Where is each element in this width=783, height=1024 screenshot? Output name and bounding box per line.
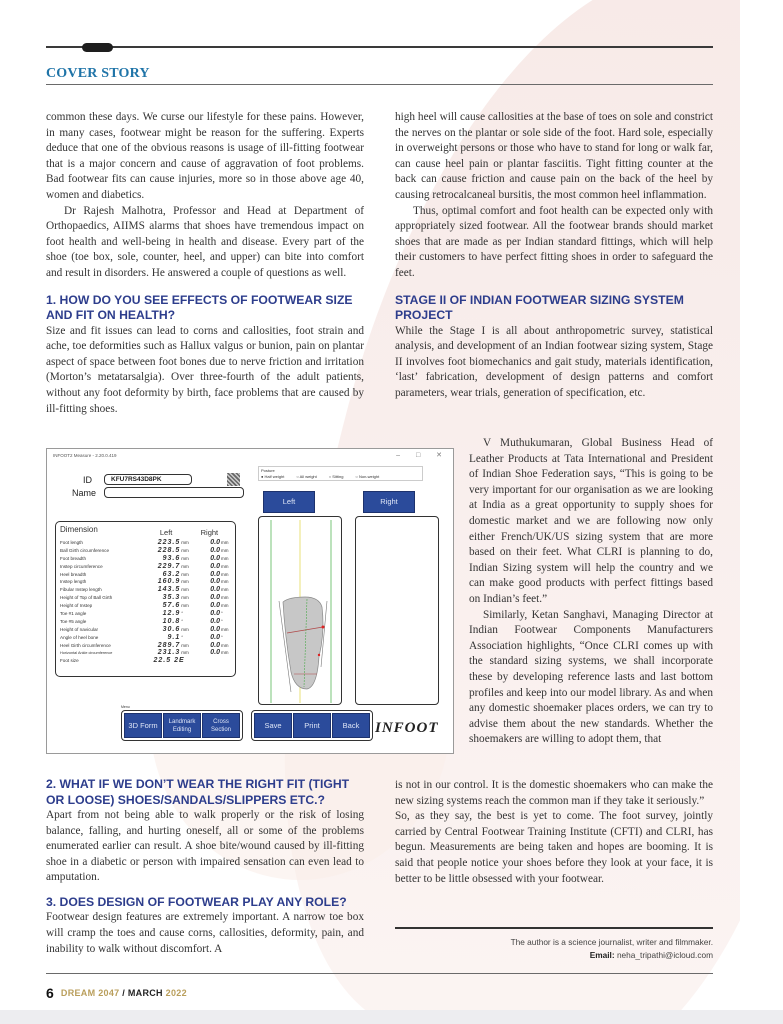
page-number: 6	[46, 985, 55, 1001]
window-titlebar	[47, 449, 453, 463]
question-1-heading: 1. HOW DO YOU SEE EFFECTS OF FOOTWEAR SIZE AND FIT ON HEALTH?	[46, 292, 353, 323]
table-row: Heel breadth 63.2mm 0.0mm	[60, 570, 229, 578]
table-row: Height of navicular 30.6mm 0.0mm	[60, 625, 229, 633]
author-bio: The author is a science journalist, writer and filmmaker.	[510, 937, 713, 947]
window-controls[interactable]: – □ ✕	[396, 452, 449, 459]
column-2	[395, 110, 713, 402]
section-rule	[46, 84, 713, 85]
dimension-header: Dimension	[60, 525, 98, 534]
table-row: Instep length 160.9mm 0.0mm	[60, 578, 229, 586]
menu-label: Menu	[121, 705, 130, 709]
paragraph: high heel will cause callosities at the base of toes on sole and constrict the nerves on the plantar or sole side of the foot. Hard sole, especially in overweight persons or those who have to stand for long or walk far, can cause heel pain or plantar fasciitis. Tight fitting counter at the back can cause friction and cause pain on the back of the heel by causing retrocalcaneal bursitis, the most common heel inflammation.	[395, 111, 713, 201]
landmark-editing-button[interactable]: Landmark Editing	[163, 713, 201, 738]
stage-heading: STAGE II OF INDIAN FOOTWEAR SIZING SYSTEM PROJECT	[395, 292, 684, 323]
paragraph: common these days. We curse our lifestyle for these pains. However, in many cases, footwear might be reason for the suffering. Experts deduce that one of the obvious reasons is usage of ill-fitting footwear that is a major concern and cause of aggravation of foot problems. Bad footwear fits can cause injuries, more so in those above age 40, women and diabetics.	[46, 111, 364, 201]
magazine-name: DREAM 2047	[60, 988, 120, 998]
table-row: Toe #1 angle 12.9° 0.0°	[60, 610, 223, 618]
save-button[interactable]: Save	[254, 713, 292, 738]
question-1-answer: Size and fit issues can lead to corns and callosities, foot strain and ache, toe deformities such as Hallux valgus or bunion, pain on plantar aspect of space between foot bones due to nerve friction and irritation (Morton’s metatarsalgia). Over three-fourth of the adult patients, without any foot deformity by birth, face problems that are caused by ill-fitting shoes.	[46, 324, 364, 415]
table-row: Angle of heel bone 9.1° 0.0°	[60, 633, 223, 641]
right-foot-button[interactable]: Right	[363, 491, 415, 513]
top-rule-marker	[82, 43, 113, 52]
3d-form-button[interactable]: 3D Form	[124, 713, 162, 738]
left-header: Left	[159, 528, 173, 537]
infoot-logo: INFOOT	[375, 720, 439, 736]
question-2-answer: Apart from not being able to walk properly or the risk of losing balance, falling, and hurting oneself, all or some of the problems enumerated earlier can result. A shoe bite/wound caused by ill-fitting shoe in a diabetic or person with impaired sensation can even lead to amputation.	[46, 809, 364, 884]
dimension-table	[55, 521, 236, 677]
name-field[interactable]	[104, 487, 244, 498]
left-foot-button[interactable]: Left	[263, 491, 315, 513]
table-row: Foot breadth 93.6mm 0.0mm	[60, 554, 229, 562]
left-foot-3d-view[interactable]	[258, 516, 342, 705]
wrapped-quotes	[469, 436, 713, 748]
paragraph: Dr Rajesh Malhotra, Professor and Head at Department of Orthopaedics, AIIMS alarms that shoes have tremendous impact on foot health and well-being in health and disease. Every part of the shoe (toe box, sole, counter, heel, and upper) can bite into comfort and result in disorders. He answered a couple of questions as well.	[46, 204, 364, 279]
table-row: Height of Top of Ball Girth 35.3mm 0.0mm	[60, 594, 229, 602]
issue-year: 2022	[165, 988, 187, 998]
table-row: Height of Instep 57.6mm 0.0mm	[60, 602, 229, 610]
posture-label: Posture	[261, 468, 275, 473]
question-3-answer: Footwear design features are extremely important. A narrow toe box will cramp the toes and cause corns, callosities, deformity, pain, and inability to walk without discomfort. A	[46, 911, 364, 955]
posture-radio-half-weight[interactable]: ● Half weight	[261, 474, 285, 479]
bottom-rule	[46, 973, 713, 974]
right-foot-3d-view[interactable]	[355, 516, 439, 705]
posture-radio-all-weight[interactable]: ○ All weight	[296, 474, 317, 479]
top-rule	[46, 46, 713, 48]
view-button-group	[121, 710, 243, 741]
posture-radio-sitting[interactable]: ○ Sitting	[328, 474, 344, 479]
question-2-heading: 2. WHAT IF WE DON’T WEAR THE RIGHT FIT (TIGHT OR LOOSE) SHOES/SANDALS/SLIPPERS ETC.?	[46, 777, 350, 807]
table-row: Ball Girth circumference 228.5mm 0.0mm	[60, 546, 229, 554]
action-button-group	[251, 710, 373, 741]
back-button[interactable]: Back	[332, 713, 370, 738]
id-field[interactable]: KFU7RS43D8PK	[104, 474, 192, 485]
stage-text: While the Stage I is all about anthropometric survey, statistical analysis, and development of an Indian footwear sizing system, Stage II involves foot biomechanics and gait study, materials identification, ‘last’ fabrication, development of design patterns and comfort parameters, wear trials, generation of specification, etc.	[395, 324, 713, 399]
table-row: Instep circumference 229.7mm 0.0mm	[60, 562, 229, 570]
issue-month: MARCH	[127, 988, 163, 998]
column-2-tail	[395, 778, 713, 887]
question-3-heading: 3. DOES DESIGN OF FOOTWEAR PLAY ANY ROLE?	[46, 894, 347, 909]
author-note	[395, 936, 713, 962]
posture-group	[258, 466, 423, 481]
column-1-bottom	[46, 777, 364, 957]
page-footer: 6 DREAM 2047 / MARCH 2022	[46, 985, 187, 1001]
paragraph: Thus, optimal comfort and foot health can be expected only with appropriately sized footwear. All the footwear brands should market shoes that are made as per Indian standard fittings, which will help their customers to have perfect fitting shoes in order to safeguard the feet.	[395, 204, 713, 279]
name-label: Name	[72, 488, 97, 498]
id-label: ID	[83, 475, 92, 485]
page-margin	[740, 0, 783, 1024]
section-label: COVER STORY	[46, 66, 150, 81]
email-label: Email:	[589, 950, 615, 960]
closing-paragraph: So, as they say, the best is yet to come. The foot survey, jointly carried by Central Footwear Training Institute (CFTI) and CLRI, has begun. Measurements are being taken and hopes are booming. It is said that people notice your shoes before they look at your face, it is better to be little obsessed with your footwear.	[395, 810, 713, 885]
print-button[interactable]: Print	[293, 713, 331, 738]
table-row: Heel Girth circumference 289.7mm 0.0mm	[60, 641, 229, 649]
table-row: Foot size 22.5 2E	[60, 657, 185, 665]
cross-section-button[interactable]: Cross Section	[202, 713, 240, 738]
author-rule	[395, 927, 713, 929]
table-row: Toe #5 angle 10.8° 0.0°	[60, 617, 223, 625]
author-email-link[interactable]: neha_tripathi@icloud.com	[616, 950, 713, 960]
foot-scan-icon	[259, 517, 342, 705]
table-row: Foot length 223.5mm 0.0mm	[60, 539, 229, 546]
quote-sanghavi: Similarly, Ketan Sanghavi, Managing Director at Indian Footwear Components Manufacturers Association highlights, “Once CLRI comes up with the standard sizing systems, we shall incorporate these by developing reference lasts and last bottom profiles and keep into our model library. As and when any domestic shoemaker places orders, we can try to advise them about the new standards. Whether the shoemakers are willing to adopt them, that	[469, 608, 713, 746]
window-title: INFOOT2 Measure - 2.20.0.419	[53, 453, 117, 458]
qr-code-icon	[227, 473, 240, 486]
viewer-bottom-bar	[0, 1010, 783, 1024]
infoot-measure-screenshot	[46, 448, 454, 754]
table-row: Fibular Instep length 143.5mm 0.0mm	[60, 586, 229, 594]
table-row: Horizontal Ankle circumference 231.3mm 0.0mm	[60, 649, 229, 657]
right-header: Right	[200, 528, 219, 537]
quote-sanghavi-tail: is not in our control. It is the domestic shoemakers who can make the new sizing systems reach the common man if they take it seriously.”	[395, 779, 713, 807]
column-1	[46, 110, 364, 417]
posture-radio-non-weight[interactable]: ○ Non-weight	[355, 474, 380, 479]
quote-muthukumaran: V Muthukumaran, Global Business Head of Leather Products at Tata International and President of Indian Shoe Federation says, “This is going to be very important for our organisation as we are looking at India as a great opportunity to supply shoes for domestic market and we are following now only either French/UK/US sizing system that are more based on their feet. What CLRI is planning to do, Indian Sizing system will help the country and we can make good products with perfect fittings based on Indian’s feet.”	[469, 437, 713, 605]
